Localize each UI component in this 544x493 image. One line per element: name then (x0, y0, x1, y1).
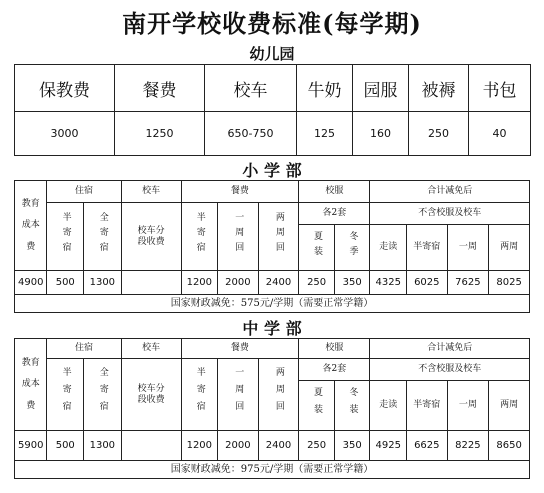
middle-bus-detail-line-2: 段收费 (137, 394, 165, 405)
kindergarten-fee-table (14, 64, 531, 156)
middle-header-row-1 (15, 339, 530, 359)
primary-value-meal-one-week: 2000 (218, 271, 259, 295)
middle-value-meal-two-weeks: 2400 (258, 431, 299, 461)
primary-value-meal-half: 1200 (181, 271, 218, 295)
middle-half-boarding-header (47, 359, 84, 431)
middle-meals-header: 餐费 (181, 339, 299, 359)
middle-two-weeks-text: 两周回 (273, 367, 284, 419)
primary-value-edu-cost: 4900 (15, 271, 47, 295)
middle-summer-header (299, 381, 335, 431)
kindergarten-heading: 幼儿园 (249, 45, 295, 63)
middle-uniform-header: 校服 (299, 339, 370, 359)
kg-header-bedding: 被褥 (409, 65, 469, 112)
kindergarten-value-row (15, 112, 531, 156)
middle-bus-detail-line-1: 校车分 (137, 383, 165, 394)
kg-header-tuition: 保教费 (15, 65, 115, 112)
primary-total-header: 合计减免后 (370, 181, 530, 203)
primary-total-one-week-header: 一周 (447, 225, 489, 271)
primary-half-boarding-header (47, 203, 84, 271)
primary-meal-half-boarding-header (181, 203, 218, 271)
middle-value-full-boarding: 1300 (84, 431, 122, 461)
middle-value-total-one-week: 8225 (447, 431, 489, 461)
primary-note: 国家财政减免：575元/学期（需要正常学籍） (15, 295, 530, 313)
middle-excl-header: 不含校服及校车 (370, 359, 530, 381)
primary-full-boarding-header (84, 203, 122, 271)
middle-edu-cost-line-1: 教育 (21, 357, 40, 368)
primary-edu-cost-line-3: 费 (26, 241, 36, 252)
primary-value-total-one-week: 7625 (447, 271, 489, 295)
primary-two-weeks-header (258, 203, 299, 271)
kg-header-bus: 校车 (205, 65, 297, 112)
primary-heading: 小 学 部 (242, 161, 302, 180)
primary-boarding-header: 住宿 (47, 181, 121, 203)
middle-value-row (15, 431, 530, 461)
page-title: 南开学校收费标准(每学期) (122, 9, 422, 38)
primary-value-full-boarding: 1300 (84, 271, 122, 295)
primary-note-row (15, 295, 530, 313)
kg-value-bus: 650-750 (205, 112, 297, 156)
primary-value-total-day: 4325 (370, 271, 407, 295)
primary-header-row-1 (15, 181, 530, 203)
middle-edu-cost-line-3: 费 (26, 400, 36, 411)
primary-bus-detail-line-1: 校车分 (137, 225, 165, 236)
middle-edu-cost-header (15, 339, 47, 431)
primary-value-half-boarding: 500 (47, 271, 84, 295)
middle-total-two-weeks-header: 两周 (489, 381, 530, 431)
middle-value-meal-one-week: 2000 (218, 431, 259, 461)
primary-value-winter: 350 (334, 271, 370, 295)
kindergarten-header-row (15, 65, 531, 112)
middle-value-bus (121, 431, 181, 461)
middle-total-header: 合计减免后 (370, 339, 530, 359)
primary-bus-detail-line-2: 段收费 (137, 236, 165, 247)
middle-winter-header (334, 381, 370, 431)
middle-value-meal-half: 1200 (181, 431, 218, 461)
primary-winter-header (334, 225, 370, 271)
primary-header-row-2 (15, 203, 530, 225)
middle-note: 国家财政减免：975元/学期（需要正常学籍） (15, 461, 530, 479)
primary-value-total-half: 6025 (406, 271, 447, 295)
primary-uniform-sets-header: 各2套 (299, 203, 370, 225)
middle-total-one-week-header: 一周 (447, 381, 489, 431)
primary-winter-text: 冬季 (347, 230, 358, 261)
middle-full-boarding-text: 全寄宿 (97, 367, 108, 419)
primary-meal-half-boarding-text: 半寄宿 (194, 212, 205, 258)
middle-value-summer: 250 (299, 431, 335, 461)
primary-summer-header (299, 225, 335, 271)
middle-value-winter: 350 (334, 431, 370, 461)
middle-edu-cost-line-2: 成本 (21, 379, 40, 390)
middle-value-total-day: 4925 (370, 431, 407, 461)
middle-half-boarding-text: 半寄宿 (60, 367, 71, 419)
middle-value-half-boarding: 500 (47, 431, 84, 461)
primary-value-meal-two-weeks: 2400 (258, 271, 299, 295)
primary-bus-detail-header (121, 203, 181, 271)
primary-day-student-header: 走读 (370, 225, 407, 271)
middle-day-student-header: 走读 (370, 381, 407, 431)
primary-two-weeks-text: 两周回 (273, 212, 284, 258)
middle-header-row-2 (15, 359, 530, 381)
primary-edu-cost-line-2: 成本 (21, 220, 40, 231)
primary-summer-text: 夏装 (312, 230, 322, 261)
primary-one-week-text: 一周回 (233, 212, 244, 258)
middle-value-total-two-weeks: 8650 (489, 431, 530, 461)
middle-boarding-header: 住宿 (47, 339, 121, 359)
middle-bus-header: 校车 (121, 339, 181, 359)
primary-value-row (15, 271, 530, 295)
middle-total-half-header: 半寄宿 (406, 381, 447, 431)
middle-one-week-header (218, 359, 259, 431)
kg-value-bedding: 250 (409, 112, 469, 156)
primary-uniform-header: 校服 (299, 181, 370, 203)
primary-one-week-header (218, 203, 259, 271)
middle-uniform-sets-header: 各2套 (299, 359, 370, 381)
primary-excl-header: 不含校服及校车 (370, 203, 530, 225)
primary-meals-header: 餐费 (181, 181, 299, 203)
middle-bus-detail-header (121, 359, 181, 431)
primary-value-summer: 250 (299, 271, 335, 295)
middle-summer-text: 夏装 (312, 386, 322, 421)
primary-edu-cost-line-1: 教育 (21, 198, 40, 209)
middle-winter-text: 冬装 (347, 386, 358, 421)
primary-full-boarding-text: 全寄宿 (97, 212, 108, 258)
kg-header-milk: 牛奶 (297, 65, 353, 112)
middle-value-total-half: 6625 (406, 431, 447, 461)
primary-total-half-header: 半寄宿 (406, 225, 447, 271)
middle-value-edu-cost: 5900 (15, 431, 47, 461)
kg-header-meals: 餐费 (115, 65, 205, 112)
middle-meal-half-boarding-text: 半寄宿 (194, 367, 205, 419)
primary-total-two-weeks-header: 两周 (489, 225, 530, 271)
middle-two-weeks-header (258, 359, 299, 431)
primary-bus-header: 校车 (121, 181, 181, 203)
middle-heading: 中 学 部 (242, 319, 302, 338)
kg-value-meals: 1250 (115, 112, 205, 156)
primary-value-total-two-weeks: 8025 (489, 271, 530, 295)
middle-one-week-text: 一周回 (233, 367, 244, 419)
kg-value-schoolbag: 40 (469, 112, 531, 156)
kg-value-milk: 125 (297, 112, 353, 156)
kg-value-tuition: 3000 (15, 112, 115, 156)
middle-note-row (15, 461, 530, 479)
middle-fee-table (14, 338, 530, 479)
middle-meal-half-boarding-header (181, 359, 218, 431)
middle-full-boarding-header (84, 359, 122, 431)
kg-header-schoolbag: 书包 (469, 65, 531, 112)
primary-half-boarding-text: 半寄宿 (60, 212, 71, 258)
primary-edu-cost-header (15, 181, 47, 271)
kg-value-uniform: 160 (353, 112, 409, 156)
primary-value-bus (121, 271, 181, 295)
kg-header-uniform: 园服 (353, 65, 409, 112)
primary-fee-table (14, 180, 530, 313)
